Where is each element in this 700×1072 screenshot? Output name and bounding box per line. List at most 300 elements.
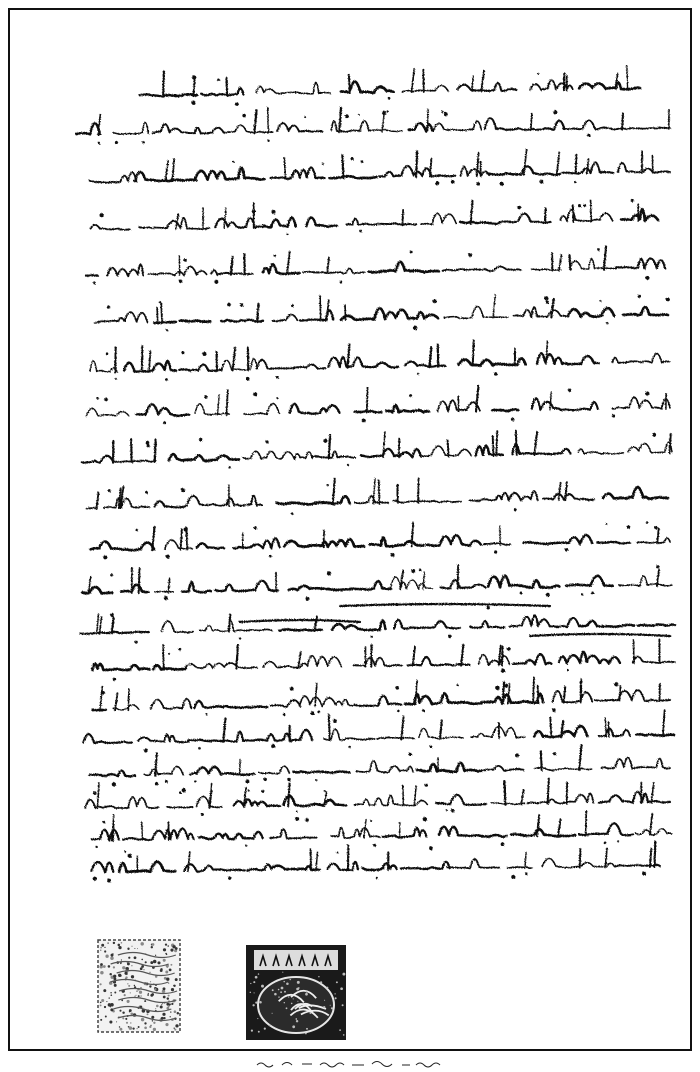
script-dot	[306, 597, 310, 601]
script-dot	[199, 438, 203, 442]
script-ascender	[115, 693, 117, 710]
script-stroke	[394, 620, 460, 629]
script-dot	[163, 421, 166, 424]
script-dot	[227, 303, 231, 307]
script-dot	[228, 876, 231, 879]
script-stroke	[199, 832, 263, 839]
script-dot	[390, 553, 394, 557]
script-dot	[324, 790, 326, 792]
script-dot	[587, 134, 590, 137]
script-stroke	[568, 308, 614, 317]
script-ascender	[165, 161, 168, 181]
script-dot	[517, 206, 521, 210]
script-dot	[351, 157, 354, 160]
script-stroke	[114, 461, 156, 462]
script-dot	[135, 529, 138, 532]
script-dot	[495, 686, 499, 690]
script-ascender	[471, 201, 473, 224]
script-stroke	[91, 862, 113, 873]
script-stroke	[484, 543, 510, 545]
script-stroke	[89, 771, 135, 777]
script-stroke	[560, 210, 612, 221]
script-ascender	[142, 822, 143, 840]
script-dot	[104, 398, 108, 402]
script-stroke	[91, 542, 155, 551]
script-stroke	[258, 766, 289, 774]
handwritten-line	[85, 779, 670, 817]
script-stroke	[187, 496, 262, 506]
handwritten-line	[95, 294, 670, 331]
script-stroke	[578, 449, 623, 454]
script-dot	[638, 295, 641, 298]
script-stroke	[234, 538, 280, 548]
script-dot	[422, 709, 425, 712]
script-dot	[206, 713, 208, 715]
script-dot	[202, 352, 206, 356]
script-stroke	[433, 121, 481, 131]
script-dot	[578, 204, 581, 207]
script-ascender	[660, 684, 661, 701]
handwritten-line	[89, 745, 670, 786]
script-stroke	[493, 409, 519, 411]
script-stroke	[328, 862, 358, 870]
script-dot	[142, 141, 145, 144]
script-ascender	[534, 432, 537, 455]
script-dot	[146, 441, 150, 445]
script-stroke	[270, 167, 324, 178]
script-dot	[423, 817, 427, 821]
script-stroke	[470, 621, 505, 628]
script-stroke	[153, 124, 224, 133]
underline-stroke	[530, 634, 670, 636]
script-dot	[271, 210, 275, 214]
script-dot	[107, 305, 110, 308]
script-dot	[108, 489, 111, 492]
handwritten-line	[91, 521, 670, 559]
script-dot	[494, 372, 497, 375]
script-stroke	[542, 858, 614, 867]
handwritten-line	[83, 565, 673, 601]
script-ascender	[131, 439, 132, 462]
script-stroke	[179, 364, 221, 370]
script-stroke	[599, 792, 670, 803]
script-ascender	[605, 848, 607, 867]
script-stroke	[570, 259, 617, 269]
script-ascender	[416, 680, 418, 704]
script-stroke	[457, 83, 516, 91]
script-stroke	[391, 577, 433, 589]
script-stroke	[155, 501, 186, 507]
script-ascender	[233, 348, 235, 371]
script-dot	[645, 391, 649, 395]
script-stroke	[612, 354, 670, 363]
script-dot	[124, 851, 126, 853]
script-dot	[182, 788, 186, 792]
script-ascender	[551, 299, 553, 317]
script-ascender	[505, 781, 506, 804]
script-ascender	[503, 682, 504, 704]
script-stroke	[417, 763, 482, 772]
script-ascender	[329, 435, 330, 459]
script-stroke	[447, 859, 500, 868]
script-dot	[617, 840, 619, 842]
script-stroke	[223, 125, 272, 133]
script-dot	[240, 303, 244, 307]
script-stroke	[385, 310, 438, 319]
script-stroke	[123, 829, 193, 840]
script-ascender	[315, 683, 317, 706]
script-stroke	[623, 307, 668, 315]
script-stroke	[393, 501, 461, 503]
script-ascender	[586, 811, 587, 836]
script-dot	[419, 569, 422, 572]
script-stroke	[599, 729, 630, 737]
script-dot	[358, 113, 360, 115]
script-stroke	[86, 275, 98, 276]
script-dot	[286, 233, 288, 235]
script-ascender	[320, 296, 321, 321]
handwritten-line	[140, 66, 640, 106]
script-ascender	[580, 849, 581, 868]
script-stroke	[244, 404, 279, 415]
script-ascender	[546, 341, 547, 364]
script-stroke	[271, 700, 301, 707]
script-dot	[376, 877, 378, 879]
script-stroke	[635, 829, 672, 835]
bottom-caption-line	[2, 1056, 700, 1072]
script-stroke	[369, 262, 439, 272]
script-ascender	[345, 305, 346, 320]
script-ascender	[521, 790, 523, 805]
script-stroke	[618, 163, 670, 173]
script-stroke	[633, 657, 675, 663]
script-ascender	[627, 66, 628, 89]
script-dot	[599, 300, 601, 302]
script-dot	[494, 550, 497, 553]
script-stroke	[356, 761, 413, 773]
script-dot	[145, 491, 148, 494]
script-stroke	[559, 652, 620, 664]
script-stroke	[409, 123, 432, 131]
script-stroke	[513, 654, 551, 664]
script-dot	[451, 180, 455, 184]
script-dot	[656, 565, 659, 568]
script-ascender	[257, 304, 258, 322]
script-dot	[179, 280, 182, 283]
script-dot	[382, 111, 386, 115]
script-dot	[606, 322, 608, 324]
script-stroke	[443, 267, 521, 272]
script-ascender	[461, 645, 463, 666]
script-dot	[537, 73, 539, 75]
script-dot	[164, 596, 168, 600]
script-dot	[429, 846, 433, 850]
script-ascender	[650, 814, 652, 836]
script-dot	[501, 842, 505, 846]
script-dot	[432, 299, 436, 303]
script-stroke	[136, 404, 189, 416]
script-stroke	[616, 258, 665, 268]
script-dot	[441, 111, 443, 113]
script-ascender	[210, 783, 212, 807]
script-stroke	[144, 767, 183, 776]
script-dot	[574, 181, 576, 183]
script-stroke	[113, 123, 148, 135]
script-dot	[245, 779, 249, 783]
handwritten-line	[92, 811, 672, 848]
script-dot	[486, 606, 490, 610]
script-ascender	[516, 431, 517, 455]
script-dot	[283, 713, 286, 716]
script-ascender	[412, 69, 415, 92]
script-stroke	[331, 828, 380, 838]
script-dot	[514, 508, 517, 511]
script-ascender	[172, 159, 174, 181]
script-stroke	[355, 496, 388, 503]
script-dot	[409, 753, 412, 756]
script-stroke	[165, 540, 193, 549]
script-dot	[235, 102, 239, 106]
script-dot	[198, 747, 201, 750]
script-stroke	[330, 176, 377, 178]
script-stroke	[619, 576, 672, 586]
script-dot	[291, 304, 294, 307]
script-stroke	[579, 83, 640, 90]
underline-stroke	[240, 620, 360, 622]
script-stroke	[635, 128, 670, 129]
script-dot	[552, 708, 556, 712]
script-stroke	[441, 580, 486, 588]
script-stroke	[597, 542, 630, 543]
script-stroke	[621, 209, 658, 221]
script-dot	[500, 182, 504, 186]
script-ascender	[524, 150, 527, 175]
script-dot	[654, 526, 657, 529]
ornate-seal-right	[246, 945, 346, 1040]
script-stroke	[151, 699, 192, 709]
script-stroke	[263, 656, 341, 668]
script-dot	[296, 810, 298, 812]
script-stroke	[523, 535, 592, 544]
script-ascender	[217, 352, 218, 371]
script-dot	[128, 854, 132, 858]
script-stroke	[222, 359, 258, 370]
script-dot	[144, 748, 148, 752]
script-stroke	[566, 576, 612, 586]
script-stroke	[300, 696, 354, 706]
script-dot	[267, 140, 269, 142]
script-ascender	[620, 686, 621, 701]
script-ascender	[493, 436, 494, 456]
script-dot	[291, 512, 294, 515]
script-dot	[413, 326, 417, 330]
script-stroke	[612, 397, 670, 409]
script-ascender	[587, 159, 589, 174]
script-dot	[565, 548, 569, 552]
script-dot	[544, 296, 548, 300]
script-stroke	[234, 799, 280, 806]
script-ascender	[268, 108, 269, 134]
handwritten-line	[83, 710, 674, 752]
script-dot	[410, 250, 413, 253]
script-ascender	[548, 779, 549, 804]
script-dot	[261, 790, 264, 793]
script-stroke	[184, 864, 245, 871]
script-stroke	[270, 829, 316, 838]
script-dot	[184, 527, 188, 531]
script-ascender	[348, 344, 350, 368]
script-ascender	[227, 390, 228, 415]
script-stroke	[510, 615, 580, 627]
script-stroke	[83, 734, 132, 743]
script-ascender	[142, 346, 143, 372]
seals	[98, 940, 346, 1040]
script-ascender	[96, 493, 98, 509]
script-dot	[245, 845, 247, 847]
script-dot	[166, 329, 168, 331]
script-ascender	[176, 214, 179, 229]
script-ascender	[128, 689, 129, 711]
handwritten-line	[90, 150, 670, 186]
script-ascender	[423, 70, 424, 92]
script-ascender	[139, 568, 140, 593]
script-dot	[110, 573, 113, 576]
script-dot	[507, 647, 511, 651]
script-stroke	[289, 586, 351, 590]
script-stroke	[479, 655, 510, 666]
script-dot	[184, 258, 187, 261]
script-dot	[425, 783, 428, 786]
script-ascender	[229, 615, 231, 632]
script-ascender	[329, 715, 330, 740]
script-dot	[93, 877, 97, 881]
script-ascender	[342, 155, 343, 178]
script-dot	[101, 691, 105, 695]
script-stroke	[328, 357, 398, 367]
script-dot	[327, 484, 329, 486]
script-dot	[430, 745, 433, 748]
script-ascender	[531, 114, 532, 131]
script-stroke	[247, 865, 319, 871]
script-dot	[194, 780, 196, 782]
handwritten-line	[86, 246, 665, 284]
script-stroke	[182, 582, 211, 592]
script-stroke	[383, 828, 427, 838]
script-dot	[631, 199, 634, 202]
script-ascender	[651, 783, 654, 804]
script-ascender	[254, 110, 256, 133]
script-ascender	[284, 158, 285, 179]
script-ascender	[652, 156, 653, 174]
script-dot	[263, 777, 267, 781]
script-dot	[448, 634, 452, 638]
script-dot	[318, 711, 321, 714]
script-stroke	[637, 734, 675, 735]
script-ascender	[401, 716, 403, 739]
script-stroke	[461, 167, 490, 176]
script-stroke	[638, 624, 675, 625]
script-ascender	[367, 388, 368, 413]
script-stroke	[488, 576, 559, 588]
script-dot	[627, 525, 631, 529]
script-ascender	[538, 686, 539, 704]
script-dot	[295, 817, 299, 821]
script-stroke	[602, 757, 671, 769]
script-dot	[336, 851, 338, 853]
script-dot	[605, 523, 607, 525]
script-dot	[159, 301, 161, 303]
script-dot	[253, 392, 257, 396]
script-dot	[604, 842, 607, 845]
script-dot	[232, 161, 234, 163]
script-dot	[322, 163, 324, 165]
script-ascender	[559, 483, 561, 501]
script-dot	[511, 418, 514, 421]
script-ascender	[533, 678, 534, 704]
script-dot	[135, 641, 138, 644]
script-stroke	[215, 581, 278, 591]
script-dot	[597, 248, 600, 251]
script-stroke	[257, 360, 326, 369]
script-dot	[214, 280, 218, 284]
script-stroke	[284, 796, 346, 806]
script-stroke	[354, 411, 381, 412]
script-stroke	[153, 665, 186, 669]
script-stroke	[90, 172, 137, 182]
script-ascender	[565, 482, 567, 500]
handwritten-line	[93, 678, 671, 716]
script-dot	[348, 746, 351, 749]
script-dot	[242, 114, 245, 117]
script-stroke	[377, 738, 415, 739]
script-stroke	[482, 695, 511, 704]
script-dot	[266, 440, 269, 443]
script-ascender	[115, 347, 116, 372]
script-dot	[115, 378, 117, 380]
script-dot	[246, 377, 250, 381]
script-stroke	[83, 587, 113, 593]
script-stroke	[272, 315, 297, 322]
script-ascender	[224, 208, 226, 228]
script-stroke	[341, 308, 385, 319]
script-dot	[323, 439, 327, 443]
script-stroke	[119, 862, 175, 872]
script-dot	[100, 213, 104, 217]
script-stroke	[91, 225, 130, 230]
script-ascender	[339, 108, 341, 133]
script-dot	[305, 818, 309, 822]
script-ascender	[557, 153, 560, 175]
script-stroke	[263, 264, 300, 274]
script-ascender	[333, 479, 335, 505]
handwritten-line	[86, 386, 670, 425]
script-stroke	[161, 621, 193, 632]
script-dot	[93, 792, 96, 795]
script-dot	[254, 526, 257, 529]
script-stroke	[484, 766, 524, 771]
script-stroke	[290, 404, 340, 414]
script-ascender	[579, 745, 581, 770]
script-dot	[409, 394, 412, 397]
script-dot	[168, 653, 170, 655]
script-dot	[546, 301, 549, 304]
script-stroke	[354, 795, 427, 805]
script-dot	[228, 466, 231, 469]
script-dot	[553, 110, 557, 114]
script-ascender	[188, 852, 190, 872]
script-dot	[435, 181, 439, 185]
script-dot	[345, 114, 349, 118]
